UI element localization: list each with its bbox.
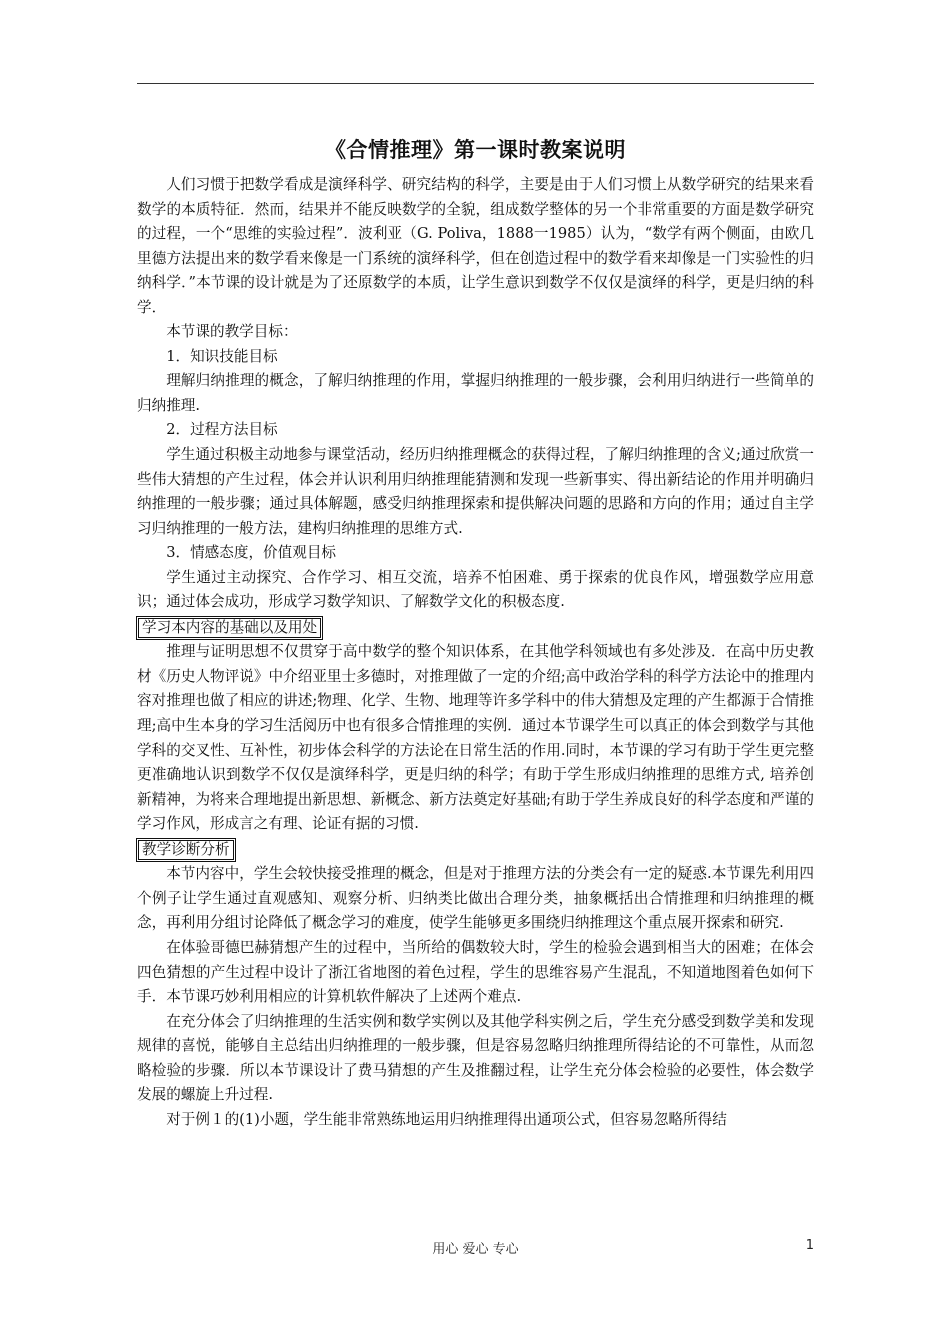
footer-slogan: 用心 爱心 专心 <box>432 1242 519 1257</box>
goal2-text: 学生通过积极主动地参与课堂活动，经历归纳推理概念的获得过程，了解归纳推理的含义;通过欣赏一些伟大猜想的产生过程，体会并认识利用归纳推理能猜测和发现一些新事实、得出新结论的作用并明确归纳推理的一般步骤；通过具体解题，感受归纳推理探索和提供解决问题的思路和方向的作用；通过自主学习归纳推理的一般方法，建构归纳推理的思维方式. <box>137 446 814 537</box>
goal1-text: 理解归纳推理的概念，了解归纳推理的作用，掌握归纳推理的一般步骤，会利用归纳进行一些简单的归纳推理. <box>137 372 814 414</box>
page-footer <box>137 1238 814 1258</box>
foundation-paragraph: 推理与证明思想不仅贯穿于高中数学的整个知识体系，在其他学科领域也有多处涉及．在高中历史教材《历史人物评说》中介绍亚里士多德时，对推理做了一定的介绍;高中政治学科的科学方法论中的推理内容对推理也做了相应的讲述;物理、化学、生物、地理等许多学科中的伟大猜想及定理的产生都源于合情推理;高中生本身的学习生活阅历中也有很多合情推理的实例．通过本节课学生可以真正的体会到数学与其他学科的交叉性、互补性，初步体会科学的方法论在日常生活的作用.同时，本节课的学习有助于学生更完整更准确地认识到数学不仅仅是演绎科学，更是归纳的科学；有助于学生形成归纳推理的思维方式, 培养创新精神，为将来合理地提出新思想、新概念、新方法奠定好基础;有助于学生养成良好的科学态度和严谨的学习作风，形成言之有理、论证有据的习惯. <box>137 643 814 833</box>
goal2-title: 2．过程方法目标 <box>166 421 278 439</box>
diagnosis-paragraph-1: 本节内容中，学生会较快接受推理的概念，但是对于推理方法的分类会有一定的疑惑.本节课先利用四个例子让学生通过直观感知、观察分析、归纳类比做出合理分类，抽象概括出合情推理和归纳推理的概念，再利用分组讨论降低了概念学习的难度，使学生能够更多围绕归纳推理这个重点展开探索和研究. <box>137 865 814 932</box>
goal1-title: 1．知识技能目标 <box>166 347 278 365</box>
goals-intro: 本节课的教学目标： <box>166 323 298 341</box>
diagnosis-paragraph-2: 在体验哥德巴赫猜想产生的过程中，当所给的偶数较大时，学生的检验会遇到相当大的困难；在体会四色猜想的产生过程中设计了浙江省地图的着色过程，学生的思维容易产生混乱，不知道地图着色如何下手．本节课巧妙利用相应的计算机软件解决了上述两个难点. <box>137 938 814 1006</box>
goal3-text: 学生通过主动探究、合作学习、相互交流，培养不怕困难、勇于探索的优良作风，增强数学应用意识；通过体会成功，形成学习数学知识、了解数学文化的积极态度. <box>137 568 814 611</box>
goal3-title: 3．情感态度，价值观目标 <box>166 544 337 562</box>
section-heading-foundation-label: 学习本内容的基础以及用处 <box>138 618 321 638</box>
diagnosis-paragraph-4: 对于例１的(1)小题，学生能非常熟练地运用归纳推理得出通项公式，但容易忽略所得结 <box>166 1110 727 1128</box>
section-heading-foundation <box>137 616 814 641</box>
intro-paragraph: 人们习惯于把数学看成是演绎科学、研究结构的科学，主要是由于人们习惯上从数学研究的结果来看数学的本质特征．然而，结果并不能反映数学的全貌，组成数学整体的另一个非常重要的方面是数学研究的过程，一个“思维的实验过程”．波利亚（G. Poliva，1888一1985）认为，“数学有两个侧面，由欧几里德方法提出来的数学看来像是一门系统的演绎科学，但在创造过程中的数学看来却像是一门实验性的归纳科学．”本节课的设计就是为了还原数学的本质，让学生意识到数学不仅仅是演绎的科学，更是归纳的科学． <box>137 176 814 316</box>
page-number: 1 <box>805 1238 814 1253</box>
document-title: 《合情推理》第一课时教案说明 <box>325 138 626 162</box>
diagnosis-paragraph-3: 在充分体会了归纳推理的生活实例和数学实例以及其他学科实例之后，学生充分感受到数学美和发现规律的喜悦，能够自主总结出归纳推理的一般步骤，但是容易忽略归纳推理所得结论的不可靠性，从而忽略检验的步骤．所以本节课设计了费马猜想的产生及推翻过程，让学生充分体会检验的必要性，体会数学发展的螺旋上升过程. <box>137 1012 814 1104</box>
section-heading-diagnosis <box>137 838 814 863</box>
document-body <box>137 173 814 1132</box>
section-heading-diagnosis-label: 教学诊断分析 <box>138 840 234 860</box>
header-rule <box>137 83 814 84</box>
